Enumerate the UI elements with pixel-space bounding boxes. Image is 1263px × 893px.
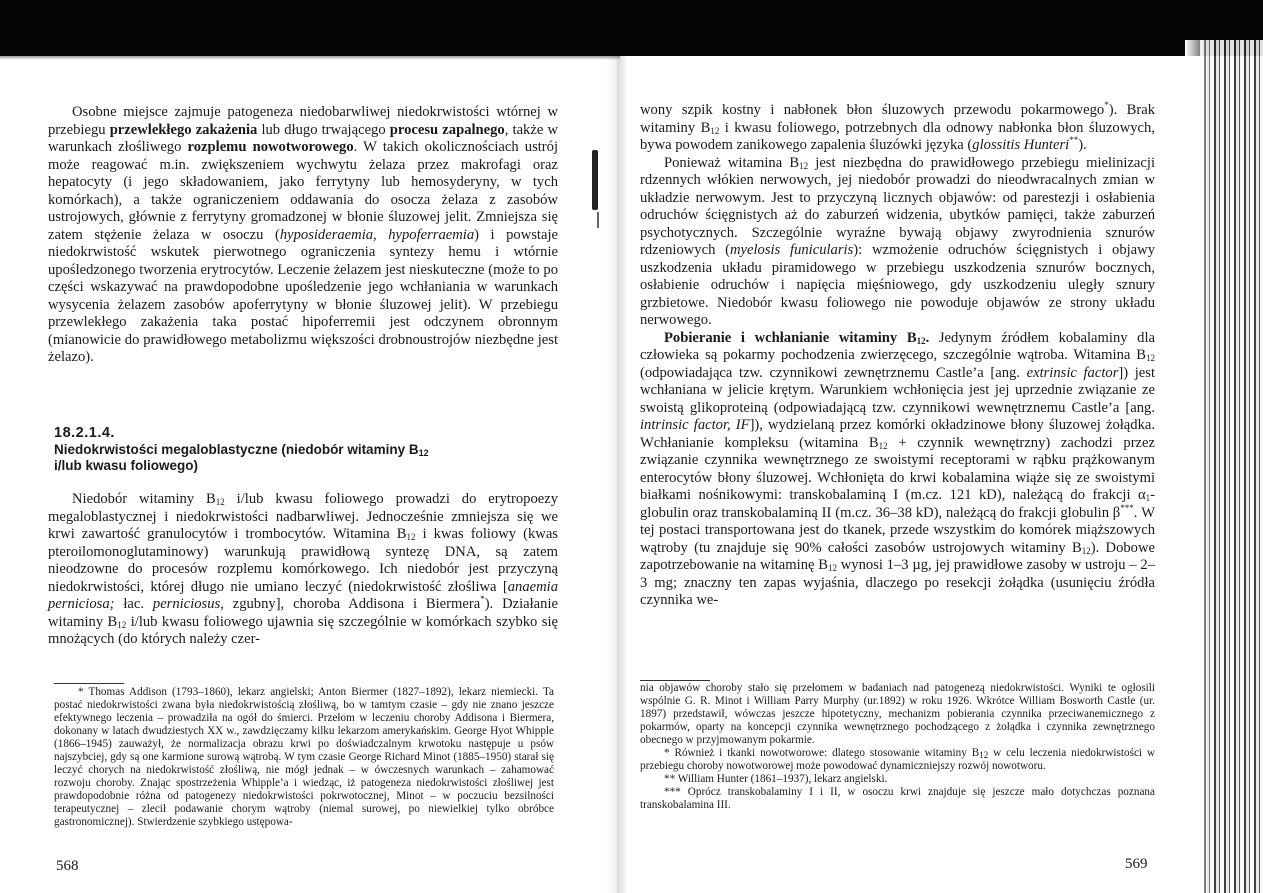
bold-term: . (925, 329, 930, 346)
text-run: (odpowiadająca tzw. czynnikowi zewnętrznemu Castle’a [ang. (640, 364, 1027, 381)
text-run: , także w warunkach złośliwego (48, 121, 558, 155)
footnote-marker: * (1104, 100, 1109, 111)
subscript: 12 (799, 160, 809, 171)
subscript: 12 (215, 497, 225, 507)
footnote-rule (54, 683, 124, 684)
text-run: i/lub kwasu foliowego prowadzi do erytropoezy megaloblastycznej i niedokrwistości nadbarwliwej. Jednocześnie zmniejsza się we krwi zawartość granulocytów i trombocytów. Witamina B (48, 491, 558, 542)
subscript: 12 (418, 448, 429, 458)
italic-term: anaemia perniciosa; (48, 578, 558, 612)
text-run: + czynnik wewnętrzny) zachodzi przez związanie czynnika wewnętrznego ze swoistymi receptorami w rąbku prążkowanym enterocytów błony śluzowej. Wchłonięta do krwi kobalamina wiąże się ze swoistymi białkami nośnikowymi: transkobalaminą I (m.cz. 121 kD), należącą do frakcji α (640, 434, 1155, 503)
italic-term: myelosis funicularis (730, 242, 854, 258)
section-title-text: Niedokrwistości megaloblastyczne (niedobór witaminy B (54, 442, 419, 457)
text-run: wynosi 1–3 µg, jej prawidłowe zasoby w ustroju – 2–3 mg; znaczny ten zapas wyjaśnia, dlaczego po resekcji żołądka (usunięciu źródła czynnika we- (640, 557, 1155, 608)
footnote-2 (640, 747, 1155, 773)
text-run: ) i powstaje niedokrwistość wskutek pierwotnego ograniczenia syntezy hemu i wtórnie upośledzonego tworzenia erytrocytów. Leczenie żelazem jest nieskuteczne (może to po części wskazywać na prawdopodobne upośledzenie jego wchłaniania w warunkach wysycenia żelazem zasobów apoferrytyny w błonie śluzowej jelit). W przebiegu przewlekłego zakażenia taka postać hipoferremii jest odczynem obronnym (mianowicie do prawidłowego metabolizmu większości drobnoustrojów niezbędne jest żelazo). (48, 226, 558, 365)
subscript: 12 (827, 563, 837, 573)
subscript: 12 (979, 750, 989, 760)
bold-term: przewlekłego zakażenia (109, 121, 258, 138)
bold-heading-run (664, 330, 929, 346)
bold-term: rozplemu nowotworowego (187, 139, 354, 155)
bold-term: Pobieranie i wchłanianie witaminy B (664, 329, 917, 346)
page-number-left: 568 (56, 858, 79, 874)
text-run: ). (1078, 137, 1087, 153)
text-run: ). Dobowe zapotrzebowanie na witaminę B (640, 539, 1155, 573)
right-text-block (640, 102, 1155, 610)
text-run: * Również i tkanki nowotworowe: dlatego stosowanie witaminy B (664, 747, 980, 759)
subscript: 1 (1145, 493, 1151, 503)
scan-top-shadow (0, 50, 620, 60)
text-run: w celu leczenia niedokrwistości w przebiegu choroby nowotworowej może powodować dynamiczniejszy rozwój nowotworu. (640, 747, 1155, 772)
page-number-right: 569 (1125, 856, 1148, 872)
subscript: 12 (1081, 545, 1091, 556)
text-run: i kwas foliowy (kwas pteroilomonoglutaminowy) warunkują prawidłową syntezę DNA, są zatem nieodzowne do procesów rozplemu komórkowego. Ich niedobór jest przyczyną niedokrwistości, której długo nie umiano leczyć (niedokrwistość złośliwa [ (48, 526, 558, 595)
left-paragraph-1 (48, 104, 558, 367)
gutter-ink-mark (592, 150, 598, 210)
italic-term: hyposideraemia, hypoferraemia (279, 226, 475, 243)
subscript: 12 (916, 335, 926, 346)
subscript: 12 (1146, 353, 1155, 363)
text-run: Jedynym źródłem kobalaminy dla człowieka są pokarmy pochodzenia zwierzęcego, szczególnie wątroba. Witamina B (640, 329, 1155, 363)
text-run: ): wzmożenie odruchów ścięgnistych i objawy uszkodzenia układu piramidowego w przebiegu uszkodzenia sznurów bocznych, osłabienie odruchów i napięcia mięśniowego, gdy uszkodzeniu uległy sznury grzbietowe. Niedobór kwasu foliowego nie powoduje objawów ze strony układu nerwowego. (640, 242, 1155, 328)
text-run: i kwasu foliowego, potrzebnych dla odnowy nabłonka błon śluzowych, bywa powodem zanikowego zapalenia śluzówki języka ( (640, 119, 1155, 153)
subscript: 12 (117, 619, 127, 630)
text-run: lub długo trwającego (257, 121, 390, 138)
text-run: ]), wydzielaną przez komórki okładzinowe błony śluzowej żołądka. Wchłanianie kompleksu (witamina B (640, 417, 1155, 451)
text-run: Niedobór witaminy B (72, 491, 216, 507)
text-run: ). Działanie witaminy B (48, 596, 558, 630)
text-run: ). Brak witaminy B (640, 102, 1156, 136)
text-run: zgubny], choroba Addisona i Biermera (223, 596, 481, 612)
book-gutter (606, 56, 628, 893)
text-run: i/lub kwasu foliowego ujawnia się szczególnie w komórkach szybko się mnożących (do których należy czer- (48, 613, 558, 647)
text-run: Osobne miejsce zajmuje patogeneza niedobarwliwej niedokrwistości wtórnej w przebiegu (48, 104, 558, 138)
left-paragraph-2 (48, 491, 558, 649)
footnote-4: *** Oprócz transkobalaminy I i II, w osoczu krwi znajduje się jeszcze mało dotychczas poznana transkobalamina III. (640, 786, 1155, 811)
right-paragraph-3 (640, 330, 1155, 610)
bold-term: procesu zapalnego (389, 121, 505, 138)
italic-term: glossitis Hunteri (972, 137, 1070, 153)
gutter-ink-mark-small (597, 212, 599, 228)
text-run: . W takich okolicznościach ustrój może reagować m.in. zwiększeniem wychwytu żelaza przez makrofagi oraz hepatocyty (i jego składowaniem, jako ferrytyny lub hemosyderyny, w tych komórkach), a także ograniczeniem oddawania do osocza żelaza z zasobów ustrojowych, głównie z ferrytyny gromadzonej w błonie śluzowej jelit. Zmniejsza się zatem stężenie żelaza w osoczu ( (48, 139, 559, 243)
right-paragraph-2 (640, 155, 1155, 330)
scan-top-border (0, 0, 1263, 56)
text-run: -globulin oraz transkobalaminą II (m.cz. 36–38 kD), należącą do frakcji globulin β (640, 487, 1155, 521)
text-run: ]) jest wchłaniana w jelicie krętym. Warunkiem wchłonięcia jest jej uprzednie związanie ze swoistą glikoproteiną (odpowiadającą tzw. czynnikowi wewnętrznemu Castle’a [ang. (640, 364, 1156, 416)
footnote-continuation: nia objawów choroby stało się przełomem w badaniach nad patogenezą niedokrwistości. Wyniki te ogłosili wspólnie G. R. Minot i William Parry Murphy (ur.1892) w roku 1926. Wkrótce William Bosworth Castle (ur. 1897) przedstawił, wówczas jeszcze hipotetyczny, mechanizm pobierania czynnika przeciwanemicznego z pokarmów, oparty na koncepcji czynnika wewnętrznego pochodzącego z żołądka i czynnika zewnętrznego obecnego w przyjmowanym pokarmie. (640, 682, 1155, 746)
page-edges-fade (1185, 40, 1215, 893)
text-run: jest niezbędna do prawidłowego przebiegu mielinizacji rdzennych włókien nerwowych, jej niedobór prowadzi do nieodwracalnych zmian w układzie nerwowym. Jest to przyczyną licznych objawów: od parestezji i osłabienia odruchów ścięgnistych aż do zaburzeń widzenia, ubytków pamięci, także zaburzeń psychotycznych. Szczególnie wyraźne bywają objawy zwyrodnienia sznurów rdzeniowych ( (640, 154, 1155, 258)
footnote-marker: * (480, 594, 485, 605)
section-title (54, 442, 534, 474)
footnote-marker: ** (1069, 135, 1079, 146)
text-run: łac. (114, 596, 153, 612)
footnote-rule (640, 680, 710, 681)
italic-term: perniciosus, (152, 596, 224, 612)
subscript: 12 (710, 125, 720, 136)
text-run: Ponieważ witamina B (664, 154, 800, 171)
section-title-line2: i/lub kwasu foliowego) (54, 458, 199, 473)
footnote-marker: *** (1120, 502, 1134, 513)
text-run: wony szpik kostny i nabłonek błon śluzowych przewodu pokarmowego (640, 102, 1105, 118)
italic-term: extrinsic factor (1026, 364, 1119, 381)
text-run: . W tej postaci transportowana jest do tkanek, przede wszystkim do komórek miąższowych wątroby (tu znajduje się 90% całości zasobów ustrojowych witaminy B (640, 504, 1155, 556)
subscript: 12 (406, 532, 416, 542)
right-paragraph-1 (640, 102, 1155, 155)
right-footnotes (640, 682, 1155, 812)
left-footnote: * Thomas Addison (1793–1860), lekarz angielski; Anton Biermer (1827–1892), lekarz niemiecki. Ta postać niedokrwistości zwana była niedokrwistością złośliwą, bo w tamtym czasie – gdy nie znano jeszcze efektywnego leczenia – prowadziła na ogół do śmierci. Przełom w leczeniu choroby Addisona i Biermera, dokonany w latach dwudziestych XX w., zawdzięczamy kilku lekarzom amerykańskim. George Hyot Whipple (1866–1945) zauważył, że normalizacja obrazu krwi po doświadczalnym krwotoku następuje u psów najszybciej, gdy są one karmione surową wątrobą. W tym czasie George Richard Minot (1885–1950) starał się leczyć chorych na niedokrwistość złośliwą, nie mógł jednak – w ówczesnych warunkach – zahamować rozwoju choroby. Znając spostrzeżenia Whipple’a i wiedząc, iż patogeneza niedokrwistości złośliwej jest prawdopodobnie różna od patogenezy niedokrwistości pokrwotocznej, Minot – w poczuciu bezsilności terapeutycznej – zlecił podawanie chorym wątroby (niemal surowej, po niewielkiej tylko obróbce gastronomicznej). Stwierdzenie szybkiego ustępowa- (54, 686, 554, 828)
footnote-3: ** William Hunter (1861–1937), lekarz angielski. (664, 773, 888, 785)
italic-term: intrinsic factor, IF (640, 417, 750, 433)
subscript: 12 (878, 440, 888, 451)
section-number: 18.2.1.4. (54, 425, 115, 441)
